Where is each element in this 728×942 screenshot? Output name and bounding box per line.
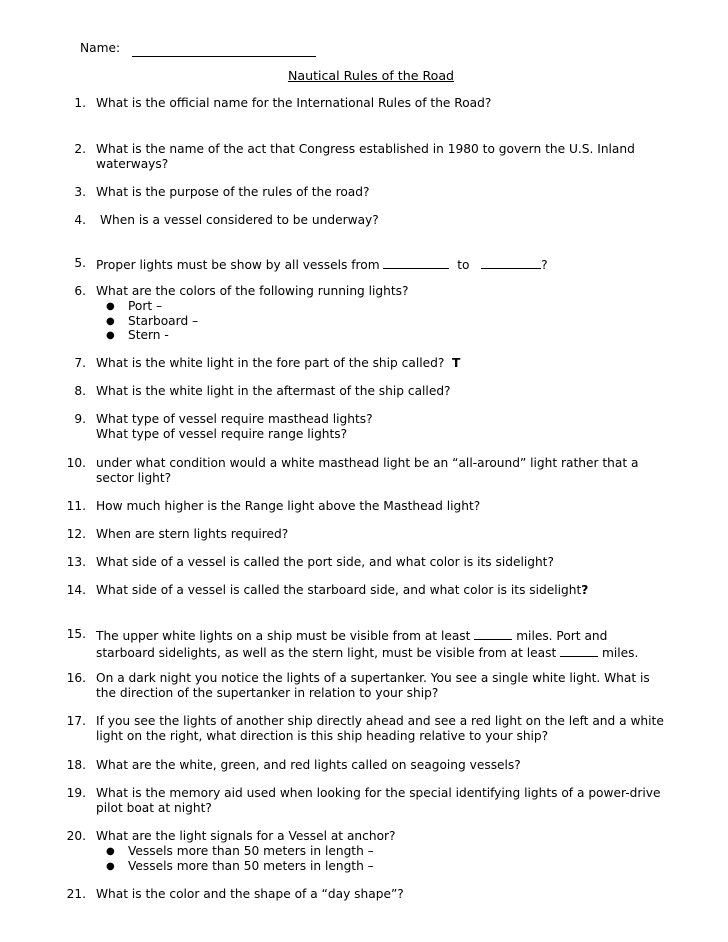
answer-blank[interactable] (474, 627, 512, 640)
answer-blank[interactable] (383, 256, 449, 269)
page-title (0, 68, 728, 83)
question-number: 16. (66, 671, 86, 685)
question-number: 12. (66, 527, 86, 541)
question-text: What is the memory aid used when looking for the special identifying lights of a power-drive pilot boat at night? (96, 786, 661, 815)
list-item: ● Vessels more than 50 meters in length – (106, 858, 374, 873)
question-text: What is the official name for the International Rules of the Road? (96, 96, 492, 110)
question-number: 10. (66, 456, 86, 470)
name-blank-line[interactable] (132, 56, 316, 57)
question-text: What are the white, green, and red lights called on seagoing vessels? (96, 758, 521, 772)
question-number: 15. (66, 627, 86, 641)
question-number: 17. (66, 714, 86, 728)
question-number: 2. (74, 142, 86, 156)
question-text: What side of a vessel is called the starboard side, and what color is its sidelight? (96, 583, 589, 597)
question-number: 20. (66, 829, 86, 843)
question-number: 6. (74, 284, 86, 298)
question-text: What are the light signals for a Vessel at anchor? ● Vessels more than 50 meters in length – ● Vessels more than 50 meters in length – (96, 829, 690, 873)
question-number: 3. (74, 185, 86, 199)
question-text: under what condition would a white masthead light be an “all-around” light rather that a sector light? (96, 456, 639, 485)
question-number: 1. (74, 96, 86, 110)
question-number: 11. (66, 499, 86, 513)
answer-blank[interactable] (481, 256, 541, 269)
question-number: 8. (74, 384, 86, 398)
question-text: What side of a vessel is called the port side, and what color is its sidelight? (96, 555, 554, 569)
question-number: 9. (74, 412, 86, 426)
list-item: ● Vessels more than 50 meters in length – (106, 844, 374, 858)
question-text: How much higher is the Range light above the Masthead light? (96, 499, 481, 513)
question-text: What type of vessel require masthead lights? What type of vessel require range lights? (96, 412, 373, 441)
list-item: ● Stern - (106, 328, 169, 342)
title-text: Nautical Rules of the Road (287, 68, 455, 83)
question-number: 5. (74, 256, 86, 270)
question-text: What is the white light in the aftermast of the ship called? (96, 384, 451, 398)
question-number: 4. (74, 213, 86, 227)
question-text: When are stern lights required? (96, 527, 289, 541)
list-item: ● Starboard – (106, 313, 199, 328)
question-text: On a dark night you notice the lights of a supertanker. You see a single white light. What is the direction of the supertanker in relation to your ship? (96, 671, 650, 700)
question-text: What is the white light in the fore part of the ship called? T (96, 356, 461, 370)
question-text: What is the name of the act that Congress established in 1980 to govern the U.S. Inland waterways? (96, 142, 635, 171)
question-number: 19. (66, 786, 86, 800)
question-number: 7. (74, 356, 86, 370)
question-text: What is the purpose of the rules of the road? (96, 185, 370, 199)
question-text: What are the colors of the following running lights? ● Port – ● Starboard – ● Stern - (96, 284, 690, 343)
question-number: 14. (66, 583, 86, 597)
question-number: 13. (66, 555, 86, 569)
question-text: Proper lights must be show by all vessels from to ? (96, 258, 548, 272)
name-label: Name: (80, 41, 121, 55)
answer-blank[interactable] (560, 644, 598, 657)
question-text: The upper white lights on a ship must be visible from at least miles. Port and starboard sidelights, as well as the stern light, must be visible from at least miles. (96, 629, 639, 660)
question-text: What is the color and the shape of a “day shape”? (96, 887, 404, 901)
question-text: When is a vessel considered to be underway? (100, 213, 379, 227)
list-item: ● Port – (106, 299, 163, 313)
question-text: If you see the lights of another ship directly ahead and see a red light on the left and a white light on the right, what direction is this ship heading relative to your ship? (96, 714, 664, 743)
question-number: 21. (66, 887, 86, 901)
question-number: 18. (66, 758, 86, 772)
